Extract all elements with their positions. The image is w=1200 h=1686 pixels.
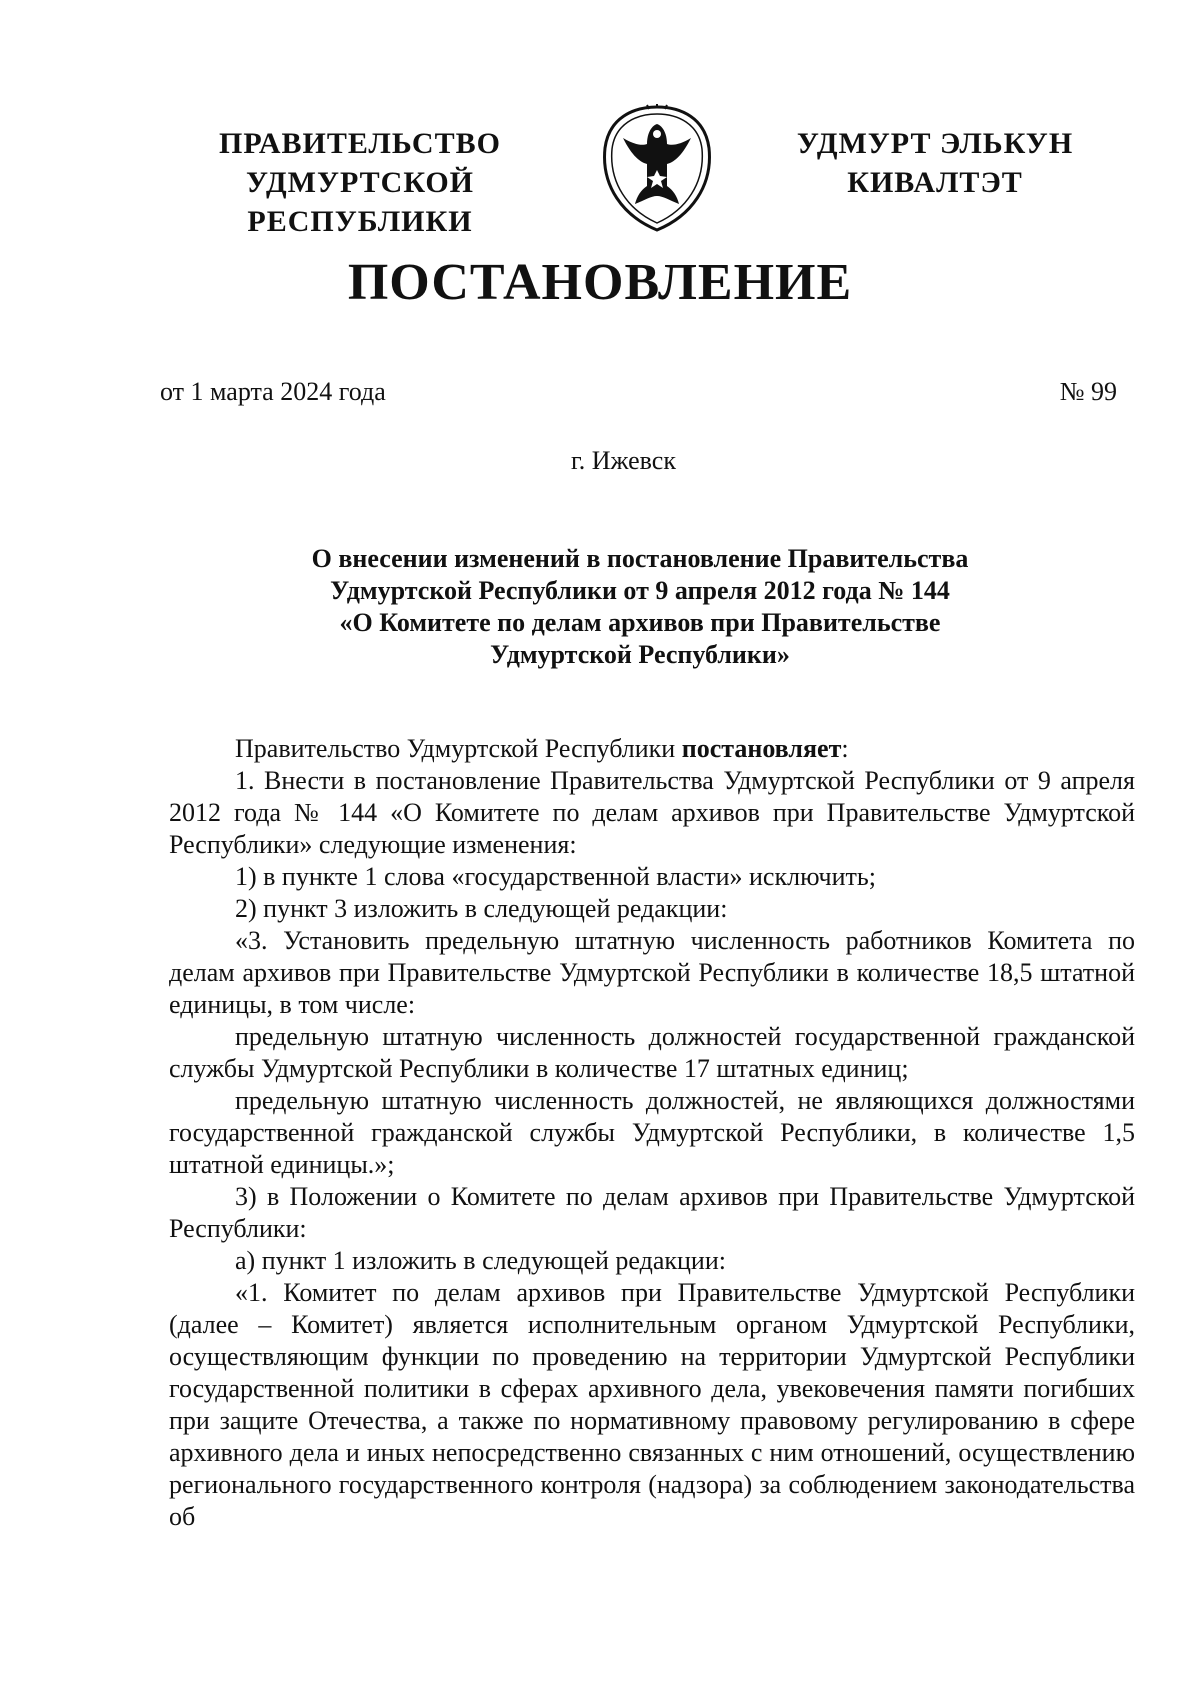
body-paragraph: 1) в пункте 1 слова «государственной власти» исключить; xyxy=(235,862,876,891)
header-right xyxy=(770,124,1100,202)
document-city: г. Ижевск xyxy=(571,446,676,475)
udmurt-coat-of-arms-icon xyxy=(601,104,713,234)
body-paragraph: 2) пункт 3 изложить в следующей редакции: xyxy=(235,894,728,923)
document-date: от 1 марта 2024 года xyxy=(160,377,386,406)
subject-line: О внесении изменений в постановление Правительства xyxy=(311,544,969,573)
header-right-line2: КИВАЛТЭТ xyxy=(847,166,1023,199)
intro-colon: : xyxy=(841,734,849,763)
document-body xyxy=(169,733,1135,1533)
body-paragraph: а) пункт 1 изложить в следующей редакции: xyxy=(235,1246,726,1275)
body-paragraph: 3) в Положении о Комитете по делам архивов при Правительстве Удмуртской Республики: xyxy=(169,1182,1135,1243)
header-left-line2: УДМУРТСКОЙ РЕСПУБЛИКИ xyxy=(246,166,474,238)
header-right-line1: УДМУРТ ЭЛЬКУН xyxy=(796,127,1074,160)
document-number: № 99 xyxy=(1059,377,1117,406)
subject-line: Удмуртской Республики от 9 апреля 2012 года № 144 xyxy=(330,576,950,605)
body-intro xyxy=(169,733,1135,765)
body-paragraph: «3. Установить предельную штатную численность работников Комитета по делам архивов при Правительстве Удмуртской Республики в количестве 18,5 штатной единицы, в том числе: xyxy=(169,926,1135,1019)
body-paragraph: предельную штатную численность должностей, не являющихся должностями государственной гражданской службы Удмуртской Республики, в количестве 1,5 штатной единицы.»; xyxy=(169,1086,1135,1179)
body-paragraph: предельную штатную численность должностей государственной гражданской службы Удмуртской Республики в количестве 17 штатных единиц; xyxy=(169,1022,1135,1083)
subject-line: Удмуртской Республики» xyxy=(490,640,790,669)
intro-keyword: постановляет xyxy=(681,734,842,763)
subject-line: «О Комитете по делам архивов при Правительстве xyxy=(339,608,941,637)
header-left xyxy=(140,124,580,241)
body-paragraph: «1. Комитет по делам архивов при Правительстве Удмуртской Республики (далее – Комитет) является исполнительным органом Удмуртской Республики, осуществляющим функции по проведению на территории Удмуртской Республики государственной политики в сферах архивного дела, увековечения памяти погибших при защите Отечества, а также по нормативному правовому регулированию в сфере архивного дела и иных непосредственно связанных с ним отношений, осуществлению регионального государственного контроля (надзора) за соблюдением законодательства об xyxy=(169,1278,1135,1531)
header-left-line1: ПРАВИТЕЛЬСТВО xyxy=(219,127,501,160)
intro-text: Правительство Удмуртской Республики xyxy=(235,734,682,763)
document-title: ПОСТАНОВЛЕНИЕ xyxy=(347,254,853,311)
document-subject xyxy=(160,543,1120,671)
body-paragraph: 1. Внести в постановление Правительства Удмуртской Республики от 9 апреля 2012 года № 144 «О Комитете по делам архивов при Правительстве Удмуртской Республики» следующие изменения: xyxy=(169,766,1135,859)
